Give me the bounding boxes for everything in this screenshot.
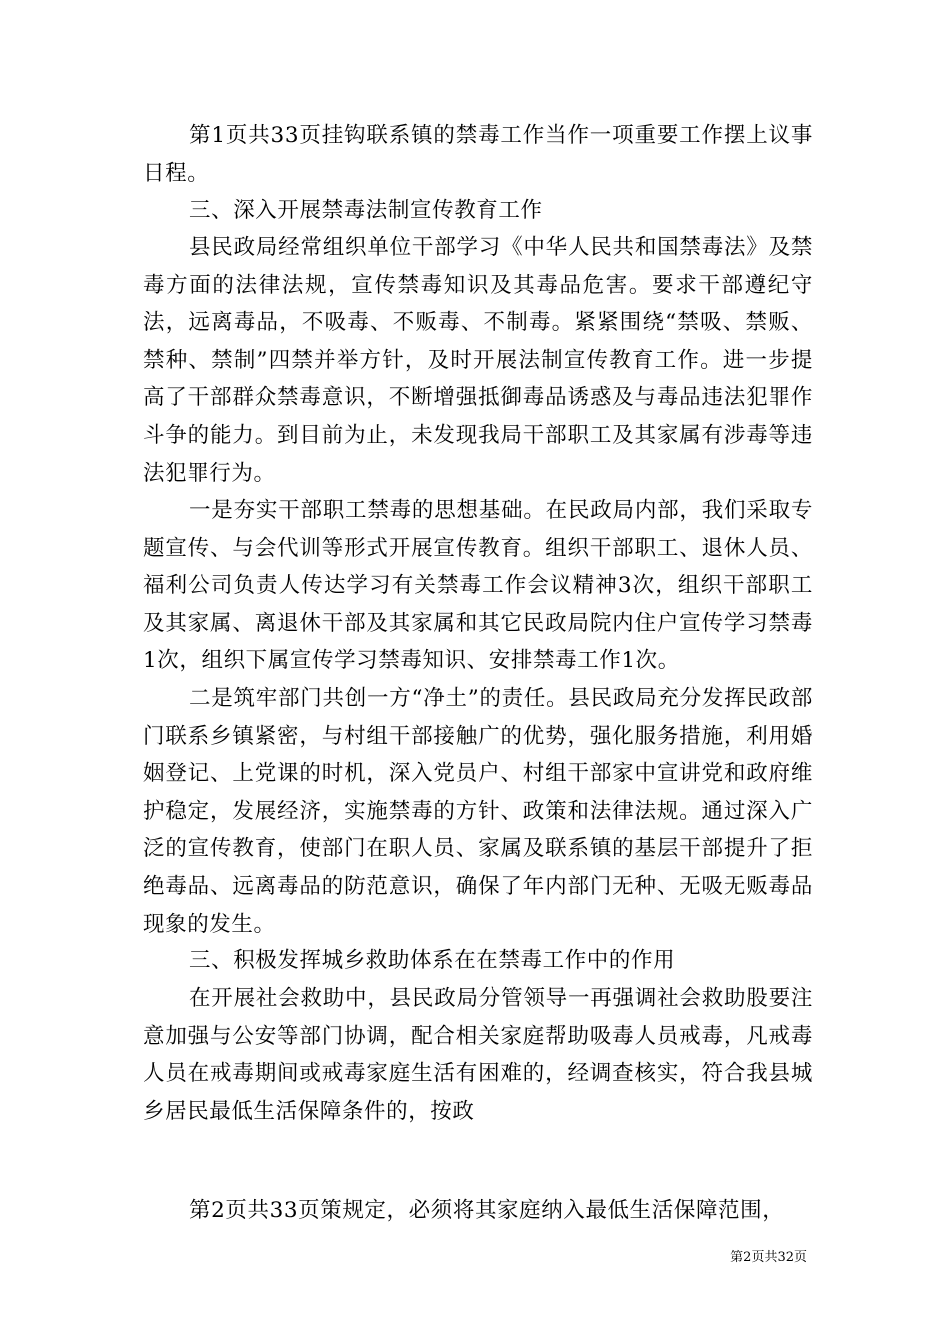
page-footer: 第2页共32页 <box>730 1250 807 1265</box>
section-heading-relief-system: 三、积极发挥城乡救助体系在在禁毒工作中的作用 <box>189 948 676 973</box>
paragraph-continuation: 第1页共33页挂钩联系镇的禁毒工作当作一项重要工作摆上议事日程。 <box>143 123 813 186</box>
section-heading-publicity: 三、深入开展禁毒法制宣传教育工作 <box>189 198 543 223</box>
paragraph-responsibility: 二是筑牢部门共创一方“净土”的责任。县民政局充分发挥民政部门联系乡镇紧密，与村组干部接触广的优势，强化服务措施，利用婚姻登记、上党课的时机，深入党员户、村组干部家中宣讲党和政府维护稳定，发展经济，实施禁毒的方针、政策和法律法规。通过深入广泛的宣传教育，使部门在职人员、家属及联系镇的基层干部提升了拒绝毒品、远离毒品的防范意识，确保了年内部门无种、无吸无贩毒品现象的发生。 <box>143 686 813 937</box>
paragraph-social-relief: 在开展社会救助中，县民政局分管领导一再强调社会救助股要注意加强与公安等部门协调，配合相关家庭帮助吸毒人员戒毒，凡戒毒人员在戒毒期间或戒毒家庭生活有困难的，经调查核实，符合我县城乡居民最低生活保障条件的，按政 <box>143 986 813 1124</box>
paragraph-legal-education: 县民政局经常组织单位干部学习《中华人民共和国禁毒法》及禁毒方面的法律法规，宣传禁毒知识及其毒品危害。要求干部遵纪守法，远离毒品，不吸毒、不贩毒、不制毒。紧紧围绕“禁吸、禁贩、禁种、禁制”四禁并举方针，及时开展法制宣传教育工作。进一步提高了干部群众禁毒意识，不断增强抵御毒品诱惑及与毒品违法犯罪作斗争的能力。到目前为止，未发现我局干部职工及其家属有涉毒等违法犯罪行为。 <box>143 235 813 486</box>
paragraph-page-two-start: 第2页共33页策规定，必须将其家庭纳入最低生活保障范围， <box>189 1198 785 1223</box>
paragraph-ideological-foundation: 一是夯实干部职工禁毒的思想基础。在民政局内部，我们采取专题宣传、与会代训等形式开展宣传教育。组织干部职工、退休人员、福利公司负责人传达学习有关禁毒工作会议精神3次，组织干部职工及其家属、离退休干部及其家属和其它民政局院内住户宣传学习禁毒1次，组织下属宣传学习禁毒知识、安排禁毒工作1次。 <box>143 498 813 674</box>
